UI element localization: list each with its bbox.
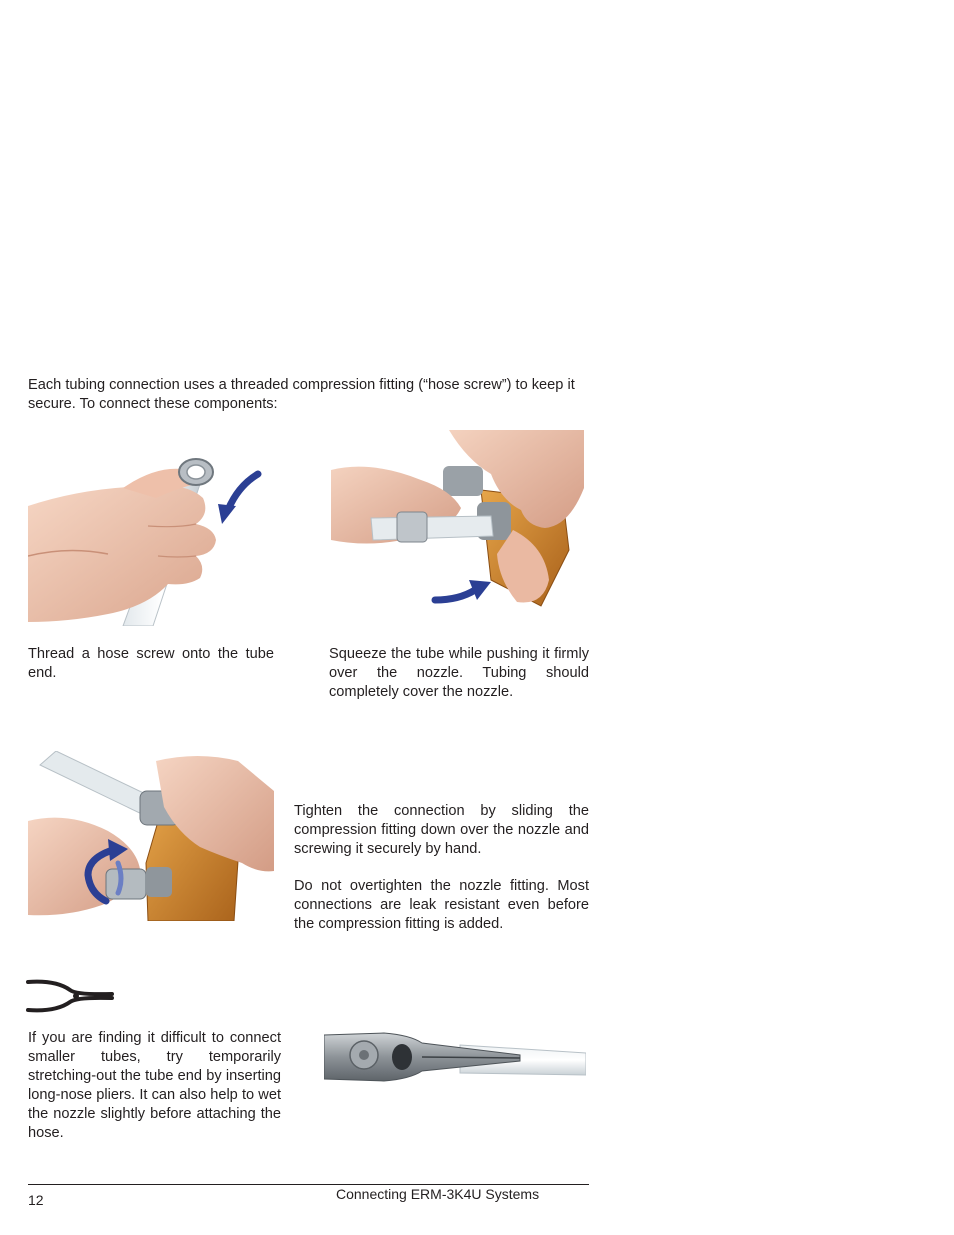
step3-note: Do not overtighten the nozzle fitting. Most connections are leak resistant even before the compression fitting is added.	[294, 878, 589, 932]
step2-caption: Squeeze the tube while pushing it firmly over the nozzle. Tubing should completely cover the nozzle.	[329, 646, 589, 700]
step3-text	[294, 802, 589, 934]
pliers-icon	[26, 978, 114, 1014]
tip-paragraph: If you are finding it difficult to connect smaller tubes, try temporarily stretching-out the tube end by inserting long-nose pliers. It can also help to wet the nozzle slightly before attaching the hose.	[28, 1030, 281, 1141]
push-arrow-icon	[431, 578, 493, 608]
step1-caption: Thread a hose screw onto the tube end.	[28, 646, 274, 681]
rotate-arrow-icon	[214, 470, 264, 526]
step3-caption: Tighten the connection by sliding the compression fitting down over the nozzle and screwing it securely by hand.	[294, 803, 589, 857]
footer-title: Connecting ERM-3K4U Systems	[336, 1186, 540, 1202]
page-number: 12	[28, 1192, 44, 1208]
photo-tighten-fitting	[28, 751, 274, 921]
intro-paragraph: Each tubing connection uses a threaded compression fitting (“hose screw”) to keep it secure. To connect these components:	[28, 377, 575, 412]
photo-thread-hose-screw	[28, 436, 272, 626]
photo-pliers-stretching-tube	[324, 1031, 586, 1083]
photo-push-tube-onto-nozzle	[331, 430, 584, 618]
rotate-arrow-icon	[78, 839, 132, 909]
